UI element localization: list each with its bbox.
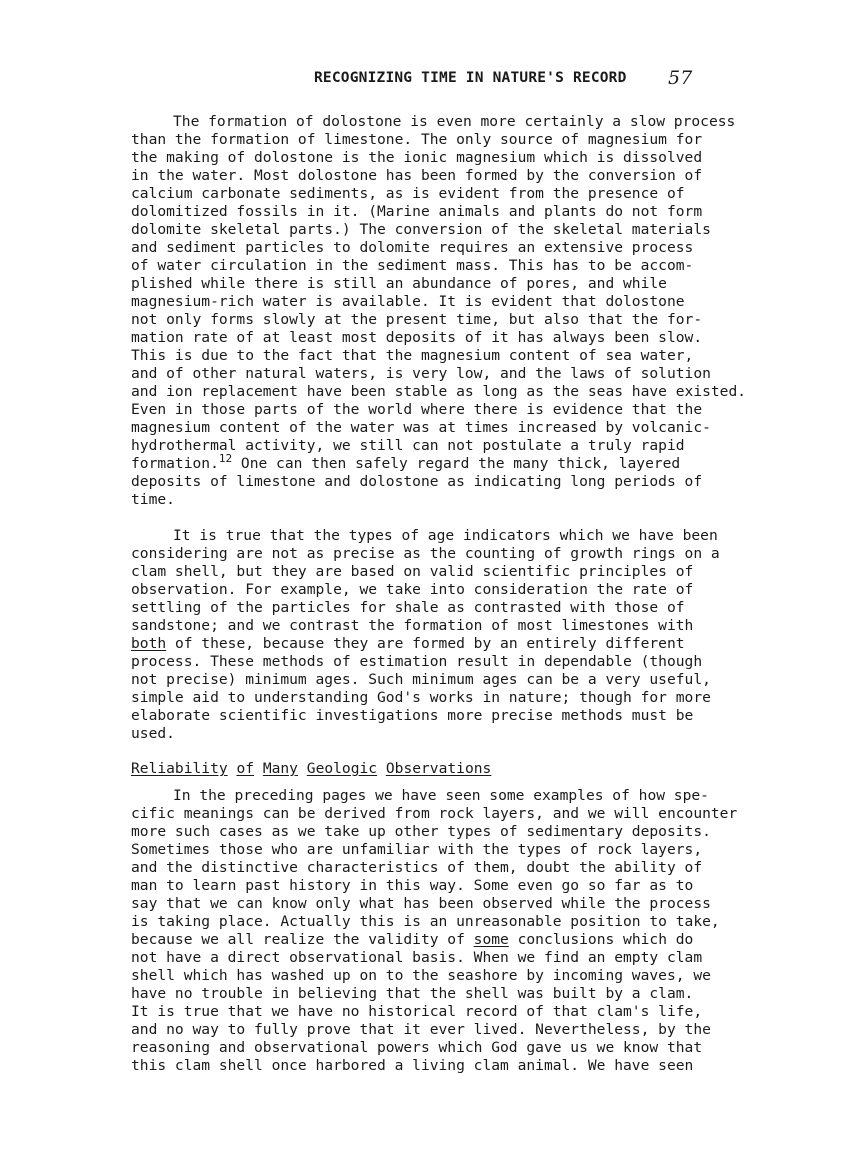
page-number: 57 [668, 67, 693, 89]
text-line: process. These methods of estimation result in dependable (though [131, 653, 703, 670]
text-fragment: of these, because they are formed by an entirely different [166, 635, 685, 652]
text-line: have no trouble in believing that the shell was built by a clam. [131, 985, 694, 1002]
text-line: and sediment particles to dolomite requires an extensive process [131, 239, 694, 256]
text-line: In the preceding pages we have seen some examples of how spe- [173, 787, 709, 804]
text-line: in the water. Most dolostone has been formed by the conversion of [131, 167, 703, 184]
text-line: magnesium content of the water was at times increased by volcanic- [131, 419, 711, 436]
text-line: reasoning and observational powers which God gave us we know that [131, 1039, 703, 1056]
running-head: RECOGNIZING TIME IN NATURE'S RECORD [314, 70, 627, 86]
text-line: man to learn past history in this way. Some even go so far as to [131, 877, 694, 894]
text-line: The formation of dolostone is even more certainly a slow process [173, 113, 736, 130]
text-line: this clam shell once harbored a living clam animal. We have seen [131, 1057, 694, 1074]
text-line: used. [131, 725, 175, 742]
text-line: time. [131, 491, 175, 508]
text-fragment: conclusions which do [508, 931, 694, 948]
text-line: considering are not as precise as the counting of growth rings on a [131, 545, 720, 562]
text-line: dolomite skeletal parts.) The conversion of the skeletal materials [131, 221, 711, 238]
text-line: not only forms slowly at the present time, but also that the for- [131, 311, 703, 328]
text-line: clam shell, but they are based on valid scientific principles of [131, 563, 694, 580]
text-line: plished while there is still an abundance of pores, and while [131, 275, 667, 292]
text-line [131, 635, 685, 653]
text-line: mation rate of at least most deposits of it has always been slow. [131, 329, 703, 346]
text-line: It is true that we have no historical record of that clam's life, [131, 1003, 703, 1020]
text-line: hydrothermal activity, we still can not postulate a truly rapid [131, 437, 685, 454]
text-line [131, 452, 681, 473]
heading-word: Observations [385, 760, 492, 777]
heading-word: of [236, 760, 255, 777]
text-line: say that we can know only what has been observed while the process [131, 895, 711, 912]
emphasis-underlined: some [473, 931, 509, 948]
text-line: and the distinctive characteristics of them, doubt the ability of [131, 859, 703, 876]
text-line: elaborate scientific investigations more precise methods must be [131, 707, 694, 724]
text-line: sandstone; and we contrast the formation of most limestones with [131, 617, 694, 634]
text-line: calcium carbonate sediments, as is evident from the presence of [131, 185, 685, 202]
text-line: and ion replacement have been stable as long as the seas have existed. [131, 383, 747, 400]
text-line: not have a direct observational basis. When we find an empty clam [131, 949, 703, 966]
text-line: and no way to fully prove that it ever lived. Nevertheless, by the [131, 1021, 711, 1038]
text-line: and of other natural waters, is very low, and the laws of solution [131, 365, 711, 382]
text-line: dolomitized fossils in it. (Marine animals and plants do not form [131, 203, 703, 220]
text-line: This is due to the fact that the magnesium content of sea water, [131, 347, 694, 364]
heading-word: Many [262, 760, 298, 777]
text-line: cific meanings can be derived from rock layers, and we will encounter [131, 805, 738, 822]
text-line: settling of the particles for shale as contrasted with those of [131, 599, 685, 616]
footnote-reference: 12 [218, 452, 233, 465]
text-line: deposits of limestone and dolostone as indicating long periods of [131, 473, 703, 490]
text-line: simple aid to understanding God's works in nature; though for more [131, 689, 711, 706]
text-fragment: because we all realize the validity of [131, 931, 465, 948]
text-line: is taking place. Actually this is an unreasonable position to take, [131, 913, 720, 930]
heading-word: Geologic [306, 760, 378, 777]
text-line: magnesium-rich water is available. It is evident that dolostone [131, 293, 685, 310]
text-line: more such cases as we take up other types of sedimentary deposits. [131, 823, 711, 840]
text-line: observation. For example, we take into consideration the rate of [131, 581, 694, 598]
text-fragment: formation. [131, 455, 219, 472]
text-line [131, 931, 693, 949]
text-line: than the formation of limestone. The only source of magnesium for [131, 131, 703, 148]
heading-word: Reliability [131, 760, 228, 777]
text-line: It is true that the types of age indicators which we have been [173, 527, 718, 544]
text-line: of water circulation in the sediment mass. This has to be accom- [131, 257, 694, 274]
text-line: Even in those parts of the world where there is evidence that the [131, 401, 703, 418]
text-line: the making of dolostone is the ionic magnesium which is dissolved [131, 149, 703, 166]
section-heading [131, 760, 491, 778]
text-line: not precise) minimum ages. Such minimum ages can be a very useful, [131, 671, 711, 688]
page-header [314, 67, 694, 89]
text-line: shell which has washed up on to the seashore by incoming waves, we [131, 967, 711, 984]
text-fragment: One can then safely regard the many thick, layered [232, 455, 681, 472]
emphasis-underlined: both [131, 635, 167, 652]
text-line: Sometimes those who are unfamiliar with the types of rock layers, [131, 841, 703, 858]
